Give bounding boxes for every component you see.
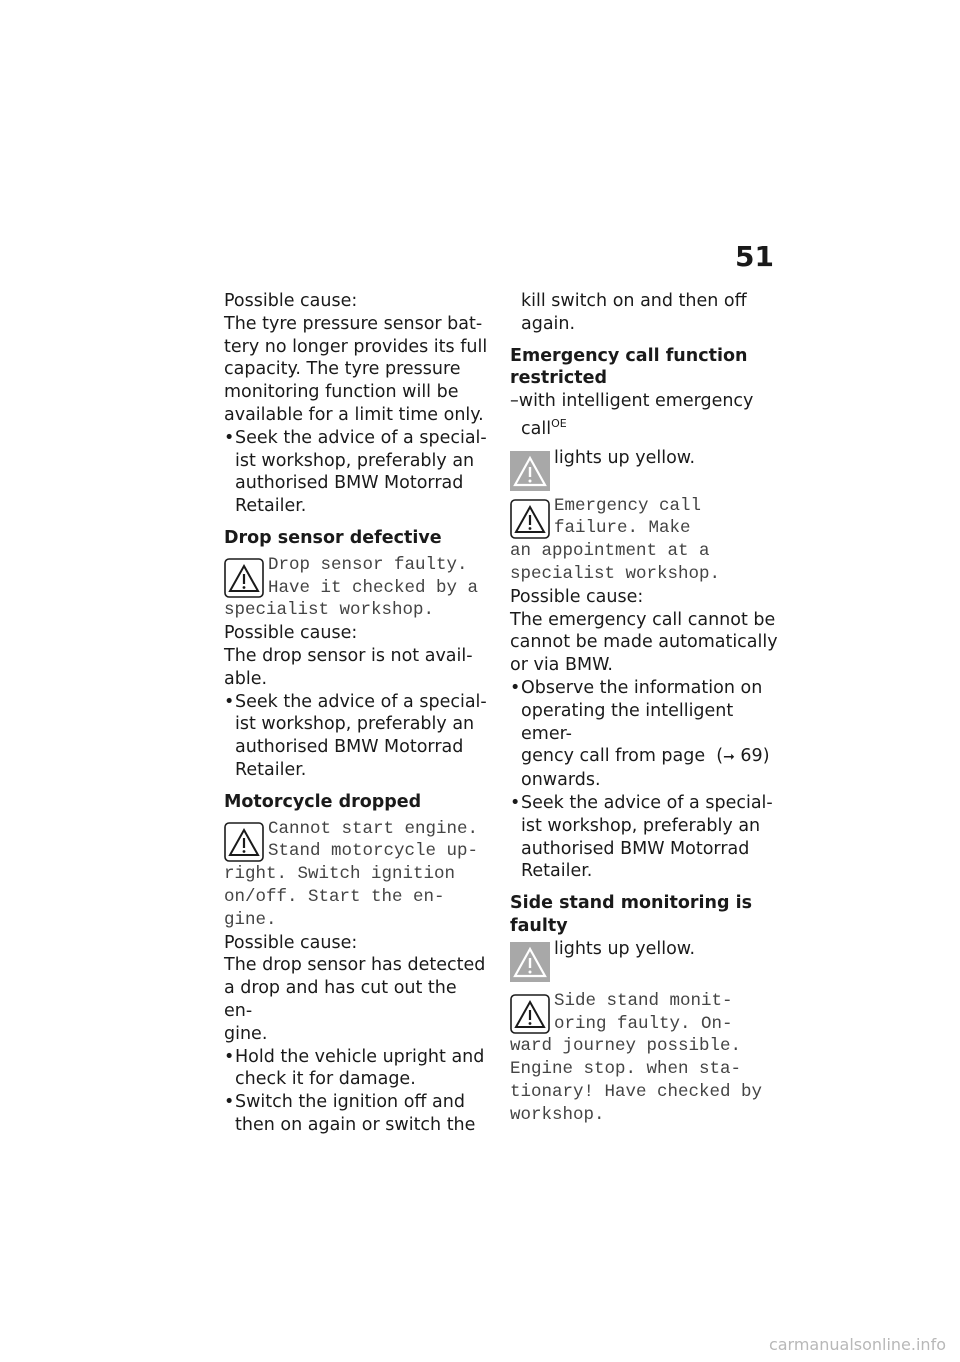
watermark: carmanualsonline.info (768, 1335, 946, 1354)
list-item: • Seek the advice of a special- (224, 427, 490, 450)
text-line (510, 745, 782, 769)
warning-message (224, 554, 490, 622)
text-line: authorised BMW Motorrad (235, 737, 464, 758)
text-line: Retailer. (235, 496, 307, 517)
page-reference-link[interactable]: (➞ 69) (716, 746, 770, 767)
list-item: • Observe the information on (510, 677, 782, 700)
warning-triangle-icon (224, 558, 264, 598)
page-reference-arrow-icon: ➞ (723, 749, 735, 766)
warning-message (510, 990, 782, 1127)
warning-text: Emergency call (554, 495, 702, 516)
indicator-line (510, 447, 782, 493)
right-column (510, 290, 782, 1127)
warning-message (510, 495, 782, 586)
warning-text: Engine stop. when sta- (510, 1059, 742, 1080)
text-line: Possible cause: (510, 586, 644, 607)
text-line: onwards. (521, 770, 601, 791)
page-number: 51 (735, 240, 774, 273)
text-line: ist workshop, preferably an (235, 450, 475, 471)
section-heading: Emergency call function (510, 345, 748, 366)
section-heading: Motorcycle dropped (224, 791, 422, 812)
text-line: The emergency call cannot be (510, 609, 776, 630)
text-line: Possible cause: (224, 932, 358, 953)
text-line: able. (224, 668, 268, 689)
warning-text: right. Switch ignition (224, 864, 456, 885)
text-fragment: call (521, 418, 552, 439)
list-item: • Hold the vehicle upright and (224, 1046, 490, 1069)
text-line: The tyre pressure sensor bat- (224, 313, 483, 334)
text-fragment: gency call from page (521, 746, 706, 767)
text-line: The drop sensor is not avail- (224, 645, 473, 666)
section-heading: faulty (510, 915, 568, 936)
list-item: • Seek the advice of a special- (224, 691, 490, 714)
text-line: Retailer. (521, 861, 593, 882)
section-heading: restricted (510, 368, 608, 389)
warning-triangle-yellow-icon (510, 942, 550, 982)
text-line: authorised BMW Motorrad (521, 838, 750, 859)
warning-triangle-icon (224, 822, 264, 862)
warning-text: oring faulty. On- (554, 1013, 733, 1034)
warning-triangle-icon (510, 499, 550, 539)
text-line: capacity. The tyre pressure (224, 359, 461, 380)
text-line: Possible cause: (224, 623, 358, 644)
text-line: Retailer. (235, 759, 307, 780)
warning-text: Have it checked by a (268, 577, 479, 598)
oe-superscript: OE (551, 416, 567, 430)
text-line: operating the intelligent emer- (521, 700, 734, 744)
text-line: –with intelligent emergency (510, 391, 754, 412)
warning-text: Cannot start engine. (268, 818, 479, 839)
text-line: tery no longer provides its full (224, 336, 488, 357)
text-line: kill switch on and then off (521, 291, 747, 311)
text-line: then on again or switch the (235, 1114, 476, 1135)
page-reference-number: 69) (740, 746, 770, 767)
warning-triangle-yellow-icon (510, 451, 550, 491)
warning-message (224, 818, 490, 932)
warning-text: on/off. Start the en- (224, 886, 445, 907)
text-line: available for a limit time only. (224, 404, 484, 425)
text-line: gine. (224, 1023, 268, 1044)
text-line: The drop sensor has detected (224, 955, 486, 976)
warning-text: workshop. (510, 1104, 605, 1125)
warning-text: specialist workshop. (510, 564, 721, 584)
text-line: ist workshop, preferably an (521, 815, 761, 836)
text-line: ist workshop, preferably an (235, 714, 475, 735)
warning-text: Drop sensor faulty. (268, 554, 468, 575)
text-line (510, 413, 782, 441)
left-column (224, 290, 490, 1137)
text-line: a drop and has cut out the en- (224, 978, 457, 1021)
text-line: authorised BMW Motorrad (235, 473, 464, 494)
list-item: • Seek the advice of a special- (510, 792, 782, 815)
warning-text: an appointment at a (510, 541, 710, 562)
section-heading: Side stand monitoring is (510, 893, 752, 914)
indicator-line (510, 938, 782, 986)
text-line: cannot be made automatically (510, 632, 778, 653)
warning-triangle-icon (510, 994, 550, 1034)
text-line: check it for damage. (235, 1069, 416, 1090)
list-item: • Switch the ignition off and (224, 1091, 490, 1114)
text-line: or via BMW. (510, 655, 613, 676)
warning-text: tionary! Have checked by (510, 1081, 763, 1102)
warning-text: Stand motorcycle up- (268, 841, 479, 862)
text-line: again. (521, 313, 576, 334)
text-line: Possible cause: (224, 291, 358, 311)
text-line: lights up yellow. (554, 447, 696, 468)
warning-text: specialist workshop. (224, 600, 435, 621)
warning-text: gine. (224, 909, 277, 930)
section-heading: Drop sensor defective (224, 527, 442, 548)
text-line: lights up yellow. (554, 938, 696, 959)
warning-text: failure. Make (554, 518, 691, 539)
warning-text: Side stand monit- (554, 990, 733, 1011)
warning-text: ward journey possible. (510, 1036, 742, 1057)
text-line: monitoring function will be (224, 382, 459, 403)
